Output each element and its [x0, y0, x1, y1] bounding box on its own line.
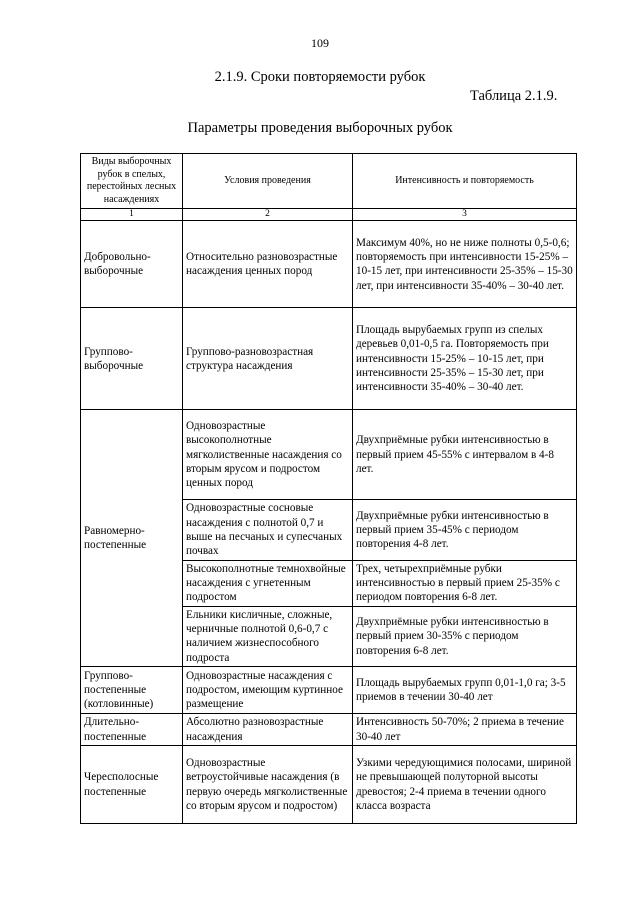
table-row: [81, 308, 577, 410]
intensity-cell: Трех, четырехприёмные рубки интенсивностью в первый прием 25-35% с периодом повторения 6-8 лет.: [353, 560, 577, 606]
cutting-type-cell: Группово-выборочные: [81, 308, 183, 410]
table-label: Таблица 2.1.9.: [470, 88, 558, 104]
cutting-type-cell: Равномерно-постепенные: [81, 410, 183, 667]
page-number: 109: [311, 36, 329, 50]
intensity-cell: Площадь вырубаемых групп 0,01-1,0 га; 3-5 приемов в течении 30-40 лет: [353, 667, 577, 714]
table-row: [81, 410, 577, 500]
condition-cell: Одновозрастные ветроустойчивые насаждения (в первую очередь мягколиственные со вторым ярусом и подростом): [183, 746, 353, 824]
table-header-row: [81, 154, 577, 209]
table-row: [81, 746, 577, 824]
intensity-cell: Двухприёмные рубки интенсивностью в первый прием 30-35% с периодом повторения 6-8 лет.: [353, 606, 577, 666]
table-row: [81, 714, 577, 746]
cutting-type-cell: Чересполосные постепенные: [81, 746, 183, 824]
condition-cell: Одновозрастные сосновые насаждения с полнотой 0,7 и выше на песчаных и супесчаных почвах: [183, 500, 353, 560]
column-number: 1: [81, 209, 183, 221]
column-number: 3: [353, 209, 577, 221]
section-title: 2.1.9. Сроки повторяемости рубок: [214, 69, 426, 85]
intensity-cell: Узкими чередующимися полосами, шириной не превышающей полуторной высоты древостоя; 2-4 приема в течении одного класса возраста: [353, 746, 577, 824]
condition-cell: Ельники кисличные, сложные, черничные полнотой 0,6-0,7 с наличием жизнеспособного подроста: [183, 606, 353, 666]
table-caption: Параметры проведения выборочных рубок: [187, 120, 453, 136]
intensity-cell: Интенсивность 50-70%; 2 приема в течение 30-40 лет: [353, 714, 577, 746]
condition-cell: Одновозрастные насаждения с подростом, имеющим куртинное размещение: [183, 667, 353, 714]
cutting-type-cell: Добровольно-выборочные: [81, 221, 183, 308]
header-conditions: Условия проведения: [183, 154, 353, 209]
table-row: [81, 221, 577, 308]
condition-cell: Абсолютно разновозрастные насаждения: [183, 714, 353, 746]
cutting-parameters-table: [80, 153, 577, 824]
condition-cell: Группово-разновозрастная структура насаждения: [183, 308, 353, 410]
condition-cell: Относительно разновозрастные насаждения ценных пород: [183, 221, 353, 308]
condition-cell: Одновозрастные высокополнотные мягколиственные насаждения со вторым ярусом и подростом ценных пород: [183, 410, 353, 500]
intensity-cell: Двухприёмные рубки интенсивностью в первый прием 45-55% с интервалом в 4-8 лет.: [353, 410, 577, 500]
intensity-cell: Площадь вырубаемых групп из спелых деревьев 0,01-0,5 га. Повторяемость при интенсивности 15-25% – 10-15 лет, при интенсивности 25-35% – 15-30 лет, при интенсивности 35-40% – 30-40 лет.: [353, 308, 577, 410]
header-intensity: Интенсивность и повторяемость: [353, 154, 577, 209]
intensity-cell: Максимум 40%, но не ниже полноты 0,5-0,6; повторяемость при интенсивности 15-25% – 10-15 лет, при интенсивности 25-35% – 15-30 лет, при интенсивности 35-40% – 30-40 лет.: [353, 221, 577, 308]
table-row: [81, 667, 577, 714]
cutting-type-cell: Длительно-постепенные: [81, 714, 183, 746]
cutting-type-cell: Группово-постепенные (котловинные): [81, 667, 183, 714]
condition-cell: Высокополнотные темнохвойные насаждения с угнетенным подростом: [183, 560, 353, 606]
column-number: 2: [183, 209, 353, 221]
column-number-row: [81, 209, 577, 221]
header-cutting-type: Виды выборочных рубок в спелых, перестойных лесных насаждениях: [81, 154, 183, 209]
intensity-cell: Двухприёмные рубки интенсивностью в первый прием 35-45% с периодом повторения 4-8 лет.: [353, 500, 577, 560]
